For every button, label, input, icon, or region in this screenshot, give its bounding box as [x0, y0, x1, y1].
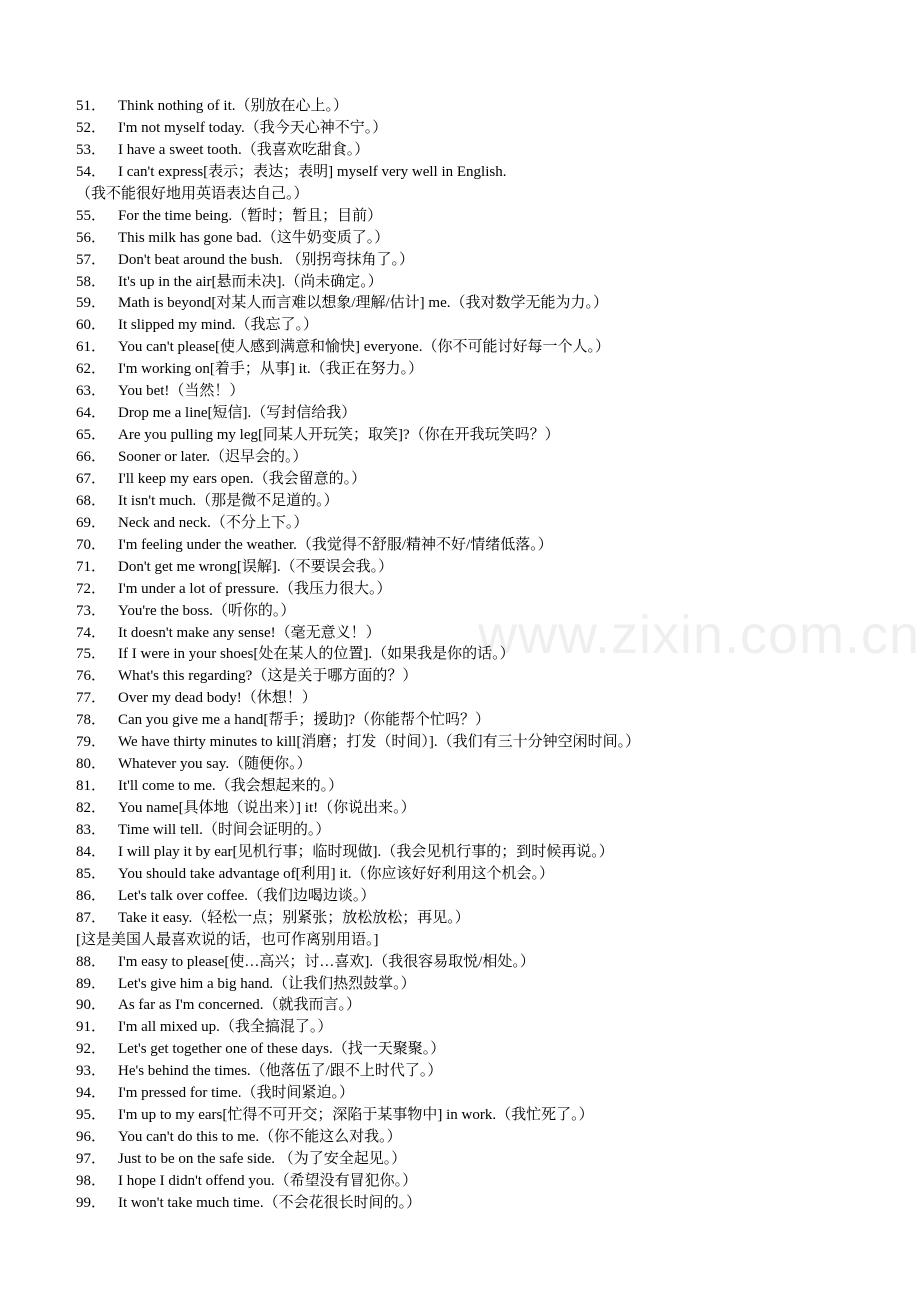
item-number: 81．	[76, 778, 107, 795]
list-item	[76, 579, 896, 601]
list-item	[76, 1171, 896, 1193]
item-number: 59．	[76, 295, 107, 312]
item-text: If I were in your shoes[处在某人的位置].（如果我是你的话。）	[118, 646, 515, 663]
list-item	[76, 250, 896, 272]
item-number: 54．	[76, 163, 107, 180]
item-continuation: （我不能很好地用英语表达自己。）	[76, 185, 309, 202]
item-text: Math is beyond[对某人而言难以想象/理解/估计] me.（我对数学无能为力。）	[118, 295, 608, 312]
item-text: Let's talk over coffee.（我们边喝边谈。）	[118, 887, 376, 904]
item-text: As far as I'm concerned.（就我而言。）	[118, 997, 362, 1014]
list-item	[76, 886, 896, 908]
item-number: 86．	[76, 887, 107, 904]
list-item	[76, 820, 896, 842]
list-item	[76, 293, 896, 315]
list-item	[76, 535, 896, 557]
item-number: 87．	[76, 909, 107, 926]
list-item	[76, 206, 896, 228]
list-item	[76, 403, 896, 425]
list-item	[76, 1149, 896, 1171]
list-item	[76, 666, 896, 688]
list-item	[76, 776, 896, 798]
item-number: 75．	[76, 646, 107, 663]
list-item	[76, 1083, 896, 1105]
item-text: I can't express[表示；表达；表明] myself very well in English.	[118, 163, 507, 180]
phrase-list	[76, 96, 896, 1215]
item-number: 56．	[76, 229, 107, 246]
item-number: 55．	[76, 207, 107, 224]
item-text: I'm up to my ears[忙得不可开交；深陷于某事物中] in work.（我忙死了。）	[118, 1107, 594, 1124]
item-number: 71．	[76, 558, 107, 575]
item-number: 80．	[76, 756, 107, 773]
item-text: It isn't much.（那是微不足道的。）	[118, 492, 339, 509]
list-item	[76, 644, 896, 666]
item-text: I hope I didn't offend you.（希望没有冒犯你。）	[118, 1172, 418, 1189]
list-item	[76, 162, 896, 184]
item-text: You name[具体地（说出来）] it!（你说出来。）	[118, 800, 416, 816]
item-text: Time will tell.（时间会证明的。）	[118, 821, 331, 838]
item-text: Take it easy.（轻松一点；别紧张；放松放松；再见。）	[118, 909, 470, 926]
item-number: 82．	[76, 800, 107, 816]
item-number: 77．	[76, 690, 107, 707]
item-number: 94．	[76, 1085, 107, 1102]
item-number: 76．	[76, 668, 107, 685]
item-text: Over my dead body!（休想！）	[118, 690, 317, 707]
item-text: Sooner or later.（迟早会的。）	[118, 449, 308, 465]
item-number: 60．	[76, 317, 107, 334]
item-text: It'll come to me.（我会想起来的。）	[118, 778, 344, 795]
list-item	[76, 381, 896, 403]
list-item	[76, 557, 896, 579]
item-number: 96．	[76, 1129, 107, 1146]
item-number: 93．	[76, 1063, 107, 1080]
list-item	[76, 140, 896, 162]
list-item	[76, 118, 896, 140]
item-text: Whatever you say.（随便你。）	[118, 756, 312, 773]
item-number: 95．	[76, 1107, 107, 1124]
item-number: 97．	[76, 1151, 107, 1167]
item-number: 89．	[76, 975, 107, 992]
list-item	[76, 469, 896, 491]
item-number: 72．	[76, 580, 107, 597]
item-text: I'm not myself today.（我今天心神不宁。）	[118, 119, 388, 136]
list-item	[76, 732, 896, 754]
item-number: 99．	[76, 1194, 107, 1211]
item-number: 98．	[76, 1172, 107, 1189]
item-number: 65．	[76, 427, 107, 444]
list-item	[76, 798, 896, 820]
item-text: Let's get together one of these days.（找一天聚聚。）	[118, 1041, 446, 1058]
item-text: It's up in the air[悬而未决].（尚未确定。）	[118, 273, 383, 290]
list-item	[76, 1017, 896, 1039]
item-text: It slipped my mind.（我忘了。）	[118, 317, 318, 334]
item-text: What's this regarding?（这是关于哪方面的？）	[118, 668, 418, 685]
item-continuation: [这是美国人最喜欢说的话，也可作离别用语。]	[76, 931, 379, 948]
item-number: 73．	[76, 602, 107, 619]
item-text: Are you pulling my leg[同某人开玩笑；取笑]?（你在开我玩笑吗？）	[118, 427, 560, 444]
item-number: 58．	[76, 273, 107, 290]
item-number: 70．	[76, 536, 107, 553]
item-number: 91．	[76, 1019, 107, 1036]
item-number: 68．	[76, 492, 107, 509]
item-number: 57．	[76, 251, 107, 268]
item-text: You bet!（当然！）	[118, 383, 245, 400]
item-text: I'm all mixed up.（我全搞混了。）	[118, 1019, 333, 1036]
list-item	[76, 864, 896, 886]
list-item	[76, 315, 896, 337]
item-text: I'm pressed for time.（我时间紧迫。）	[118, 1085, 355, 1102]
item-text: It won't take much time.（不会花很长时间的。）	[118, 1194, 422, 1211]
item-text: He's behind the times.（他落伍了/跟不上时代了。）	[118, 1063, 443, 1080]
item-number: 74．	[76, 624, 107, 641]
item-text: Drop me a line[短信].（写封信给我）	[118, 405, 357, 422]
list-item	[76, 974, 896, 996]
list-item	[76, 952, 896, 974]
list-item	[76, 623, 896, 645]
item-number: 63．	[76, 383, 107, 400]
item-number: 85．	[76, 865, 107, 882]
list-item	[76, 908, 896, 930]
list-item	[76, 710, 896, 732]
item-text: Can you give me a hand[帮手；援助]?（你能帮个忙吗？）	[118, 712, 491, 729]
list-item	[76, 842, 896, 864]
list-item	[76, 491, 896, 513]
item-text: We have thirty minutes to kill[消磨；打发（时间）].（我们有三十分钟空闲时间。）	[118, 734, 641, 751]
item-text: This milk has gone bad.（这牛奶变质了。）	[118, 229, 390, 246]
item-number: 52．	[76, 119, 107, 136]
item-text: Don't get me wrong[误解].（不要误会我。）	[118, 558, 394, 575]
item-number: 66．	[76, 449, 107, 465]
item-text: Neck and neck.（不分上下。）	[118, 514, 309, 531]
item-number: 88．	[76, 953, 107, 970]
list-item	[76, 96, 896, 118]
list-item	[76, 228, 896, 250]
item-text: For the time being.（暂时；暂且；目前）	[118, 207, 383, 224]
item-number: 62．	[76, 361, 107, 378]
item-text: It doesn't make any sense!（毫无意义！）	[118, 624, 381, 641]
item-number: 83．	[76, 821, 107, 838]
list-item	[76, 601, 896, 623]
item-text: I have a sweet tooth.（我喜欢吃甜食。）	[118, 141, 370, 158]
list-item	[76, 1061, 896, 1083]
item-text: I will play it by ear[见机行事；临时现做].（我会见机行事的；到时候再说。）	[118, 843, 614, 860]
list-item	[76, 272, 896, 294]
list-item	[76, 1127, 896, 1149]
item-number: 53．	[76, 141, 107, 158]
list-item	[76, 688, 896, 710]
item-number: 64．	[76, 405, 107, 422]
item-number: 79．	[76, 734, 107, 751]
item-number: 69．	[76, 514, 107, 531]
item-text: You can't do this to me.（你不能这么对我。）	[118, 1129, 402, 1146]
item-text: Don't beat around the bush. （别拐弯抹角了。）	[118, 251, 415, 268]
list-item	[76, 754, 896, 776]
item-text: I'm feeling under the weather.（我觉得不舒服/精神不好/情绪低落。）	[118, 536, 553, 553]
item-number: 67．	[76, 470, 107, 487]
list-item	[76, 337, 896, 359]
item-text: You should take advantage of[利用] it.（你应该好好利用这个机会。）	[118, 865, 554, 882]
list-item	[76, 425, 896, 447]
list-item	[76, 359, 896, 381]
item-text: I'm easy to please[使…高兴；讨…喜欢].（我很容易取悦/相处。）	[118, 953, 535, 970]
item-text: I'm working on[着手；从事] it.（我正在努力。）	[118, 361, 424, 378]
item-text: You can't please[使人感到满意和愉快] everyone.（你不可能讨好每一个人。）	[118, 339, 610, 356]
item-number: 51．	[76, 98, 107, 114]
list-item	[76, 995, 896, 1017]
list-item	[76, 1039, 896, 1061]
item-number: 84．	[76, 843, 107, 860]
item-number: 61．	[76, 339, 107, 356]
list-item	[76, 1105, 896, 1127]
list-item	[76, 447, 896, 469]
item-text: Just to be on the safe side. （为了安全起见。）	[118, 1151, 407, 1167]
item-number: 90．	[76, 997, 107, 1014]
item-number: 78．	[76, 712, 107, 729]
item-text: Think nothing of it.（别放在心上。）	[118, 98, 348, 114]
watermark: www.zixin.com.cn	[478, 605, 920, 665]
item-number: 92．	[76, 1041, 107, 1058]
item-text: You're the boss.（听你的。）	[118, 602, 296, 619]
list-item	[76, 513, 896, 535]
list-item	[76, 1193, 896, 1215]
item-text: I'll keep my ears open.（我会留意的。）	[118, 470, 367, 487]
item-text: Let's give him a big hand.（让我们热烈鼓掌。）	[118, 975, 416, 992]
item-text: I'm under a lot of pressure.（我压力很大。）	[118, 580, 392, 597]
